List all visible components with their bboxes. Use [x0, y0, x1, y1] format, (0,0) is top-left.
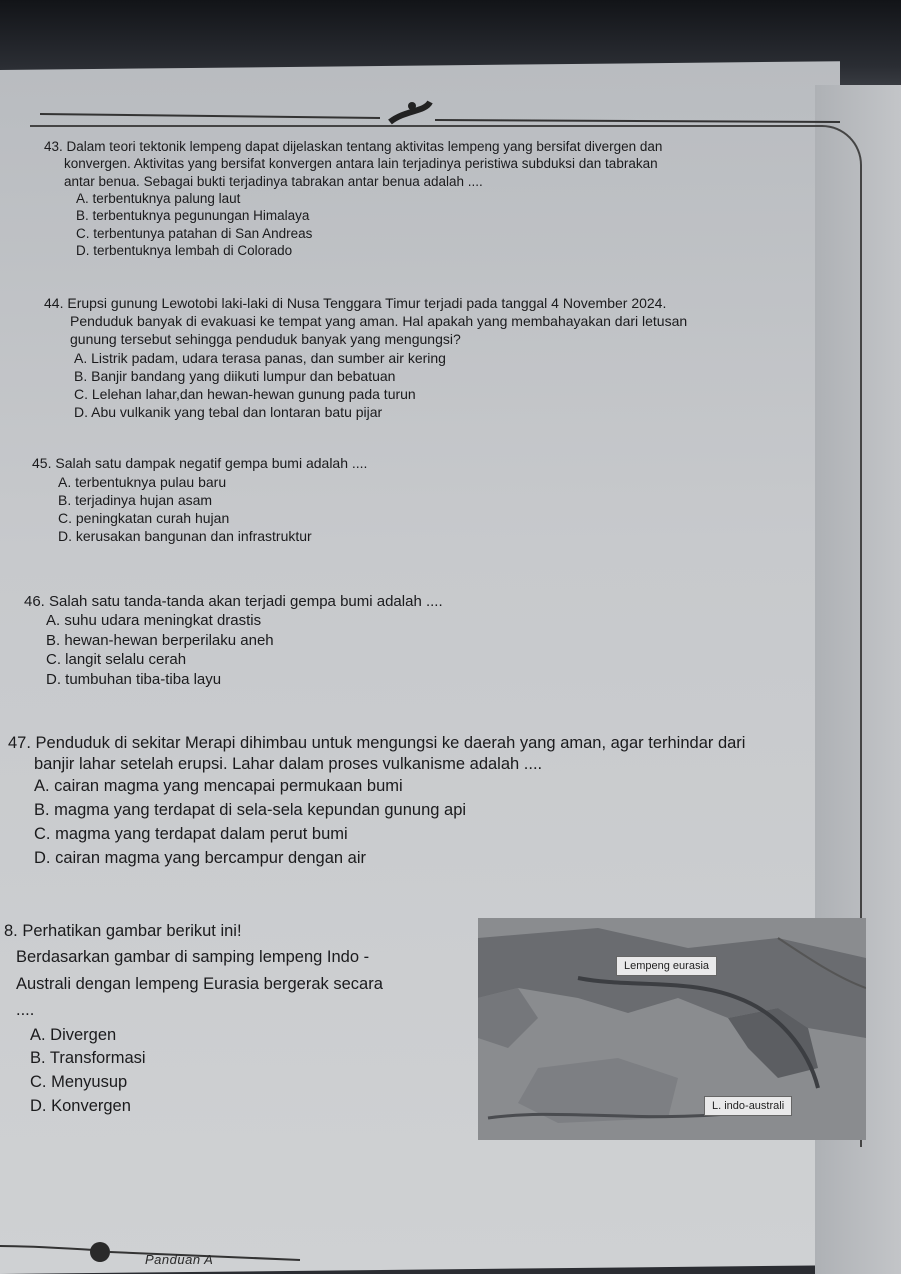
question-line: .... — [16, 1001, 35, 1020]
footer-title: Panduan A — [145, 1252, 214, 1267]
option-d[interactable]: D. kerusakan bangunan dan infrastruktur — [58, 528, 312, 545]
question-line: Penduduk banyak di evakuasi ke tempat yang aman. Hal apakah yang membahayakan dari letusan — [70, 312, 688, 329]
footer-decoration — [0, 1238, 901, 1274]
option-d[interactable]: D. Konvergen — [30, 1097, 131, 1116]
option-b[interactable]: B. Transformasi — [30, 1049, 146, 1068]
question-line: Salah satu tanda-tanda akan terjadi gempa bumi adalah .... — [49, 593, 443, 610]
question-46-text — [24, 592, 784, 611]
question-43-text — [44, 138, 844, 155]
question-line: Australi dengan lempeng Eurasia bergerak secara — [16, 974, 383, 993]
option-c[interactable]: C. Menyusup — [30, 1073, 128, 1092]
question-number: 46. — [24, 593, 45, 610]
question-number: 45. — [32, 455, 52, 471]
option-c[interactable]: C. magma yang terdapat dalam perut bumi — [34, 825, 348, 844]
question-47 — [8, 733, 888, 871]
option-c[interactable]: C. peningkatan curah hujan — [58, 510, 230, 527]
option-c[interactable]: C. Lelehan lahar,dan hewan-hewan gunung pada turun — [74, 386, 416, 403]
option-c[interactable]: C. terbentunya patahan di San Andreas — [76, 225, 313, 241]
option-c[interactable]: C. langit selalu cerah — [46, 651, 187, 669]
question-line: Perhatikan gambar berikut ini! — [22, 922, 242, 940]
option-b[interactable]: B. Banjir bandang yang diikuti lumpur dan bebatuan — [74, 367, 396, 384]
question-line: antar benua. Sebagai bukti terjadinya tabrakan antar benua adalah .... — [64, 173, 483, 189]
option-a[interactable]: A. suhu udara meningkat drastis — [46, 612, 262, 630]
question-45-text — [32, 455, 792, 473]
question-number: 8. — [4, 922, 18, 940]
question-line: Erupsi gunung Lewotobi laki-laki di Nusa Tenggara Timur terjadi pada tanggal 4 November 2024. — [67, 295, 667, 311]
option-d[interactable]: D. terbentuknya lembah di Colorado — [76, 243, 293, 259]
question-43 — [44, 138, 844, 260]
question-line: banjir lahar setelah erupsi. Lahar dalam proses vulkanisme adalah .... — [34, 755, 543, 774]
option-d[interactable]: D. Abu vulkanik yang tebal dan lontaran batu pijar — [74, 404, 383, 421]
question-number: 44. — [44, 295, 64, 311]
question-44-text — [44, 295, 844, 313]
map-label-eurasia: Lempeng eurasia — [616, 956, 717, 976]
plate-map-image — [478, 918, 866, 1140]
option-b[interactable]: B. magma yang terdapat di sela-sela kepundan gunung api — [34, 801, 467, 820]
option-a[interactable]: A. Divergen — [30, 1025, 117, 1044]
option-a[interactable]: A. terbentuknya palung laut — [76, 190, 241, 206]
question-line: Dalam teori tektonik lempeng dapat dijelaskan tentang aktivitas lempeng yang bersifat divergen dan — [66, 139, 663, 154]
question-45 — [32, 455, 792, 546]
option-a[interactable]: A. Listrik padam, udara terasa panas, dan sumber air kering — [74, 349, 446, 366]
question-number: 47. — [8, 734, 31, 752]
question-47-text — [8, 733, 888, 754]
question-line: Penduduk di sekitar Merapi dihimbau untuk mengungsi ke daerah yang aman, agar terhindar dari — [35, 734, 746, 752]
option-a[interactable]: A. cairan magma yang mencapai permukaan bumi — [34, 777, 403, 796]
option-a[interactable]: A. terbentuknya pulau baru — [58, 473, 227, 490]
option-b[interactable]: B. hewan-hewan berperilaku aneh — [46, 631, 274, 649]
question-line: konvergen. Aktivitas yang bersifat konvergen antara lain terjadinya peristiwa subduksi dan tabrakan — [64, 156, 658, 172]
question-44 — [44, 295, 844, 421]
question-number: 43. — [44, 139, 63, 154]
option-d[interactable]: D. tumbuhan tiba-tiba layu — [46, 670, 222, 688]
question-48 — [4, 918, 474, 1119]
map-label-indo-australia: L. indo-australi — [704, 1096, 792, 1116]
question-48-text — [4, 918, 474, 944]
plate-map-drawing — [478, 918, 866, 1140]
option-b[interactable]: B. terbentuknya pegunungan Himalaya — [76, 208, 310, 224]
option-b[interactable]: B. terjadinya hujan asam — [58, 492, 213, 509]
question-line: gunung tersebut sehingga penduduk banyak yang mengungsi? — [70, 330, 461, 347]
option-d[interactable]: D. cairan magma yang bercampur dengan air — [34, 848, 367, 867]
question-line: Salah satu dampak negatif gempa bumi adalah .... — [55, 455, 368, 471]
question-line: Berdasarkan gambar di samping lempeng Indo - — [16, 948, 370, 967]
question-46 — [24, 592, 784, 689]
